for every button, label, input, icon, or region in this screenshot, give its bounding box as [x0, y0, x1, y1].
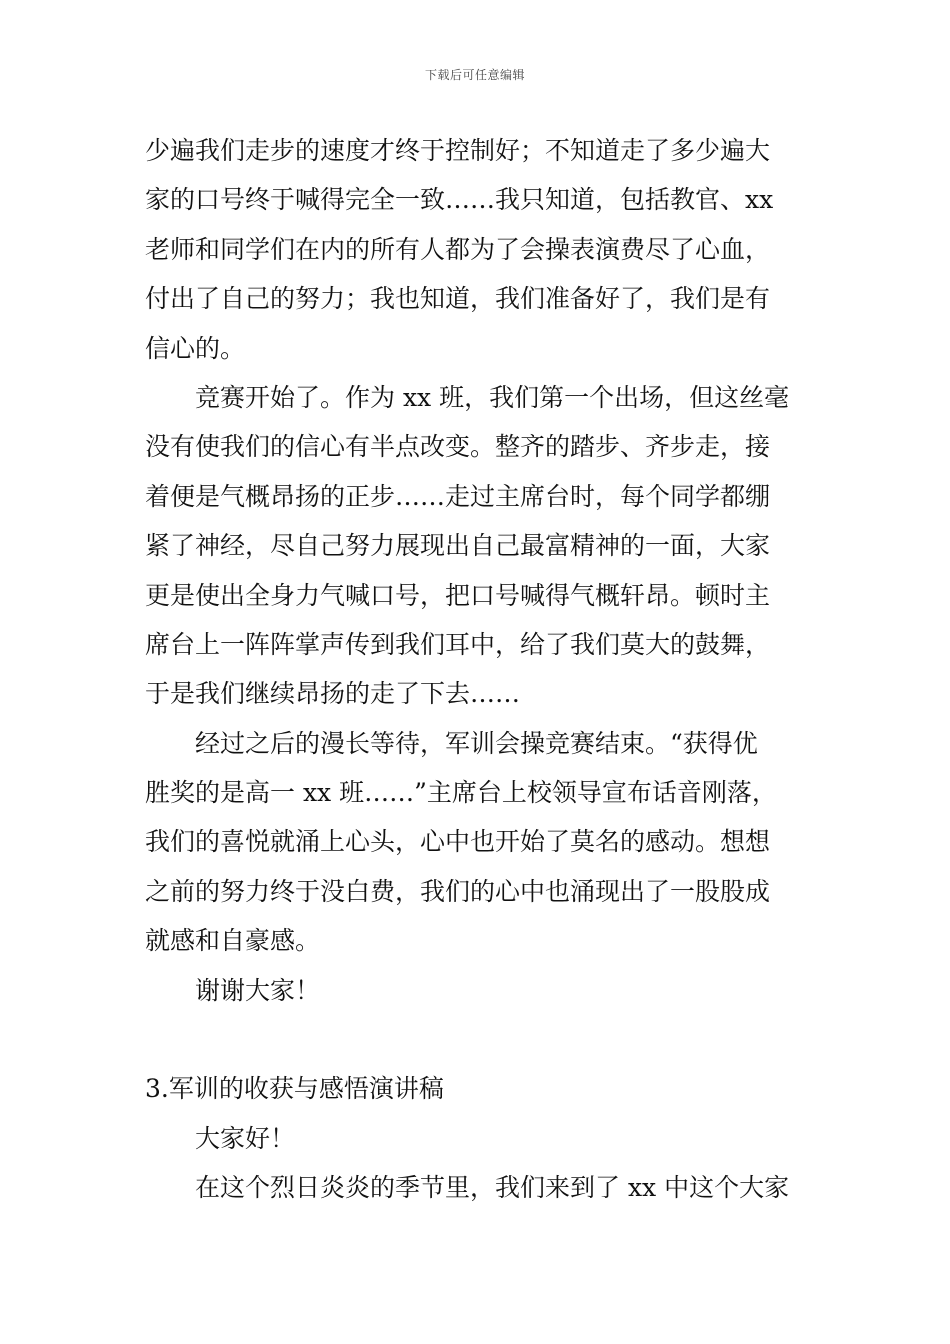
text-line: 更是使出全身力气喊口号，把口号喊得气概轩昂。顿时主	[145, 580, 771, 610]
section-heading: 3.军训的收获与感悟演讲稿	[145, 1074, 444, 1104]
text-line: 信心的。	[145, 333, 246, 363]
text-line: 少遍我们走步的速度才终于控制好；不知道走了多少遍大	[145, 136, 771, 165]
text-line: 家的口号终于喊得完全一致……我只知道，包括教官、xx	[145, 185, 774, 215]
text-line: 老师和同学们在内的所有人都为了会操表演费尽了心血，	[145, 234, 771, 264]
paragraph-start-line: 竞赛开始了。作为 xx 班，我们第一个出场，但这丝毫	[195, 382, 790, 412]
text-line: 胜奖的是高一 xx 班……”主席台上校领导宣布话音刚落，	[145, 778, 777, 808]
text-line: 紧了神经，尽自己努力展现出自己最富精神的一面，大家	[145, 531, 771, 561]
text-line: 席台上一阵阵掌声传到我们耳中，给了我们莫大的鼓舞，	[145, 629, 771, 659]
blank-line	[145, 1015, 809, 1064]
page-header-note: 下载后可任意编辑	[424, 68, 525, 82]
text-line: 没有使我们的信心有半点改变。整齐的踏步、齐步走，接	[145, 432, 771, 462]
paragraph-start-line: 经过之后的漫长等待，军训会操竞赛结束。“获得优	[195, 728, 758, 758]
text-line: 我们的喜悦就涌上心头，心中也开始了莫名的感动。想想	[145, 827, 771, 857]
document-body	[145, 126, 809, 1213]
text-line: 付出了自己的努力；我也知道，我们准备好了，我们是有	[145, 284, 771, 314]
greeting-line: 大家好！	[195, 1123, 296, 1153]
text-line: 着便是气概昂扬的正步……走过主席台时，每个同学都绷	[145, 481, 771, 511]
text-line: 于是我们继续昂扬的走了下去……	[145, 679, 521, 709]
paragraph-start-line: 在这个烈日炎炎的季节里，我们来到了 xx 中这个大家	[195, 1173, 790, 1203]
closing-line: 谢谢大家！	[195, 975, 321, 1005]
text-line: 之前的努力终于没白费，我们的心中也涌现出了一股股成	[145, 876, 771, 906]
text-line: 就感和自豪感。	[145, 926, 321, 956]
